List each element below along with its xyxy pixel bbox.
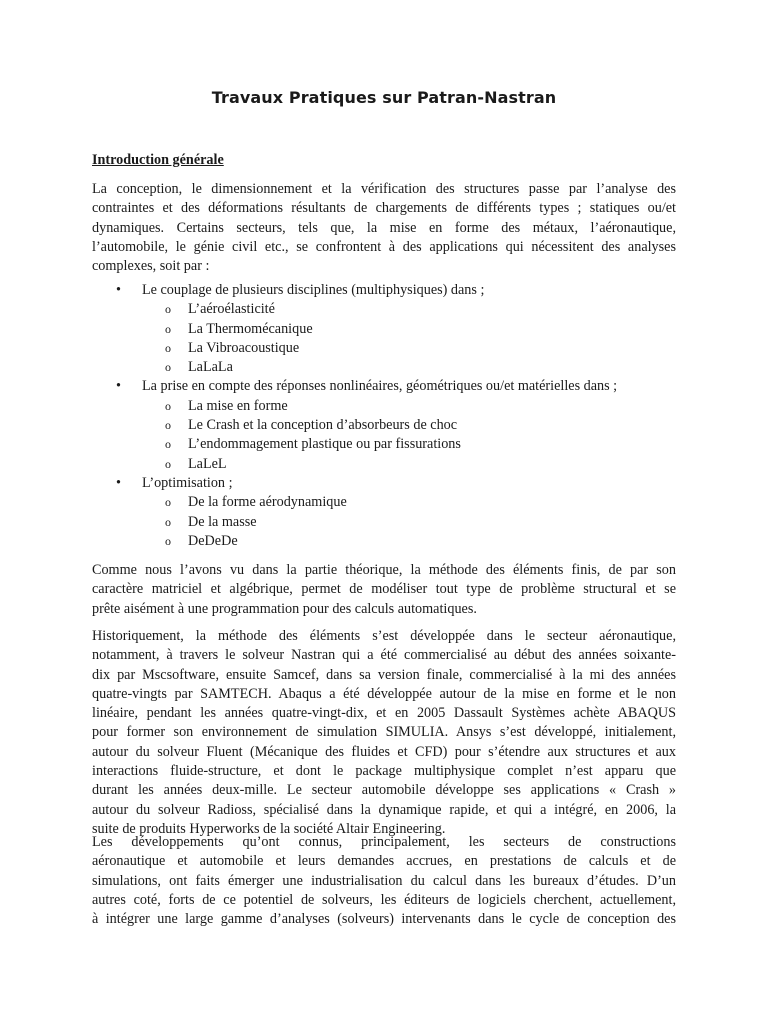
sub-list-item [92,532,676,551]
text-line: notamment, à travers le solveur Nastran qui a été commercialisé au début des années soixante- [92,647,676,664]
sub-list [142,493,676,551]
sub-list-item [92,320,676,339]
circle-bullet-icon: o [165,533,171,548]
text-line: autour du solveur Fluent (Mécanique des fluides et CFD) pour s’étendre aux structures et aux [92,743,676,760]
sub-list-item-text: La mise en forme [188,397,288,414]
sub-list-item [92,397,676,416]
circle-bullet-icon: o [165,340,171,355]
bullet-list [92,281,676,551]
sub-list-item-text: L’aéroélasticité [188,301,275,318]
circle-bullet-icon: o [165,495,171,510]
list-item-text: La prise en compte des réponses nonlinéaires, géométriques ou/et matérielles dans ; [142,378,618,395]
text-line: dynamiques. Certains secteurs, tels que, la mise en forme des métaux, l’aéronautique, [92,219,676,236]
sub-list-item-text: La Thermomécanique [188,320,313,337]
circle-bullet-icon: o [165,418,171,433]
sub-list-item [92,435,676,454]
bullet-icon: • [116,282,121,298]
sub-list-item-text: L’endommagement plastique ou par fissurations [188,436,461,453]
text-line: simulations, ont faits émerger une industrialisation du calcul dans les bureaux d’études. D’un [92,872,676,889]
list-item-text: Le couplage de plusieurs disciplines (multiphysiques) dans ; [142,282,485,298]
circle-bullet-icon: o [165,321,171,336]
document-title: Travaux Pratiques sur Patran-Nastran [211,88,557,107]
sub-list [142,300,676,377]
sub-list-item-text: Le Crash et la conception d’absorbeurs de choc [188,417,458,434]
text-line: pour former son environnement de simulation SIMULIA. Ansys s’est développé, initialement, [92,724,676,741]
circle-bullet-icon: o [165,456,171,471]
sub-list [142,397,676,474]
text-line: prête aisément à une programmation pour des calculs automatiques. [92,600,477,617]
text-line: à intégrer une large gamme d’analyses (solveurs) intervenants dans le cycle de conception des [92,911,676,928]
text-line: quatre-vingts par SAMTECH. Abaqus a été développée autour de la mise en forme et le non [92,685,676,702]
circle-bullet-icon: o [165,398,171,413]
text-line: Les développements qu’ont connus, principalement, les secteurs de constructions [92,834,676,850]
text-line: Comme nous l’avons vu dans la partie théorique, la méthode des éléments finis, de par son [92,562,676,578]
list-item [92,474,676,551]
sub-list-item [92,493,676,512]
sub-list-item [92,358,676,377]
text-line: complexes, soit par : [92,258,210,275]
bullet-icon: • [116,378,121,395]
sub-list-item-text: De la masse [188,513,257,530]
circle-bullet-icon: o [165,514,171,529]
text-line: dix par Mscsoftware, ensuite Samcef, dans sa version finale, commercialisé à la mi des années [92,666,676,683]
sub-list-item [92,455,676,474]
sub-list-item [92,513,676,532]
text-line: contraintes et des déformations résultants de chargements de différents types ; statiques ou/et [92,200,676,217]
paragraph [92,627,676,839]
sub-list-item [92,339,676,358]
bullet-icon: • [116,474,121,491]
text-line: aéronautique et automobile et leurs demandes accrues, en prestations de calculs et de [92,853,676,870]
sub-list-item-text: LaLeL [188,455,227,472]
sub-list-item-text: LaLaLa [188,359,233,376]
text-line: Historiquement, la méthode des éléments s’est développée dans le secteur aéronautique, [92,628,676,644]
text-line: autres coté, forts de ce potentiel de solveurs, les éditeurs de logiciels cherchent, actuellement, [92,891,676,908]
text-line: La conception, le dimensionnement et la vérification des structures passe par l’analyse des [92,181,676,197]
intro-paragraph [92,180,676,276]
text-line: autour du solveur Radioss, spécialisé dans la dynamique rapide, et qui a intégré, en 2006, la [92,801,676,818]
circle-bullet-icon: o [165,437,171,452]
text-line: caractère matriciel et algébrique, permet de modéliser tout type de problème structural et se [92,581,676,598]
text-line: suite de produits Hyperworks de la société Altair Engineering. [92,820,446,837]
paragraph [92,833,676,929]
text-line: linéaire, pendant les années quatre-vingt-dix, et en 2005 Dassault Systèmes achète ABAQUS [92,705,676,722]
circle-bullet-icon: o [165,302,171,317]
section-heading: Introduction générale [92,152,224,168]
list-item [92,377,676,473]
sub-list-item [92,416,676,435]
list-item-text: L’optimisation ; [142,474,233,491]
sub-list-item-text: DeDeDe [188,532,238,549]
text-line: durant les années deux-mille. Le secteur automobile développe ses applications « Crash » [92,782,676,799]
list-item [92,281,676,377]
circle-bullet-icon: o [165,360,171,375]
sub-list-item-text: De la forme aérodynamique [188,494,347,511]
text-line: interactions fluide-structure, et dont le package multiphysique complet n’est apparu que [92,763,676,780]
paragraph [92,561,676,619]
text-line: l’automobile, le génie civil etc., se confrontent à des applications qui nécessitent des analyses [92,238,676,255]
sub-list-item [92,300,676,319]
sub-list-item-text: La Vibroacoustique [188,339,300,356]
